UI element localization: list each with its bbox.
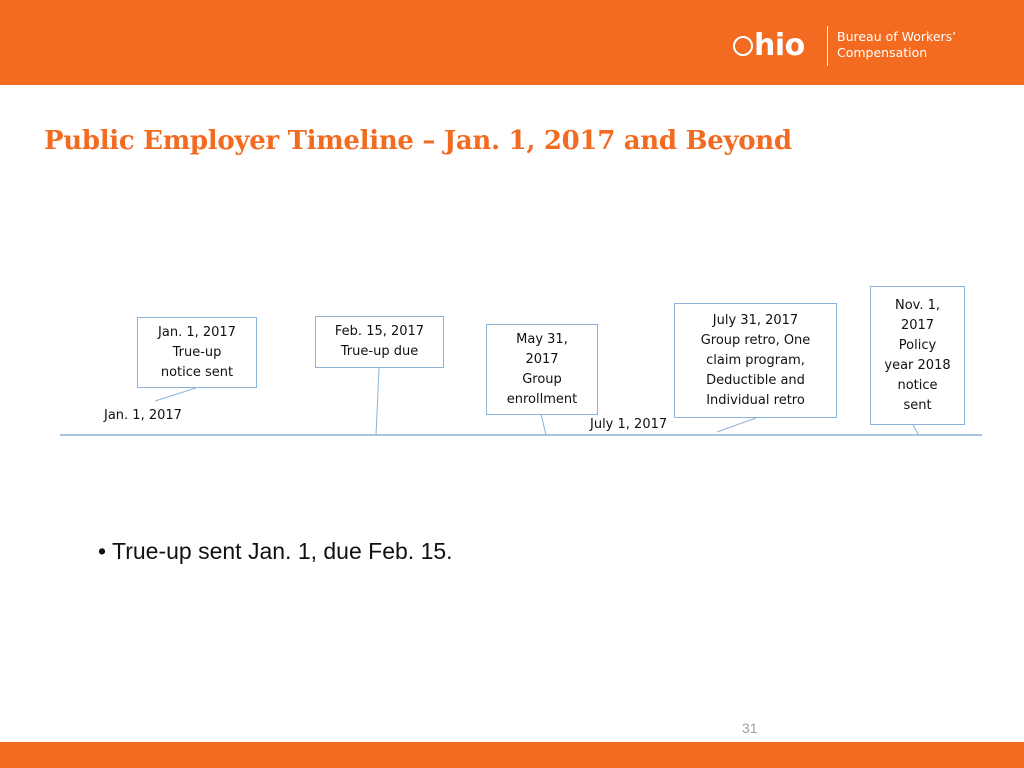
logo-org-line1: Bureau of Workers’ <box>837 29 957 44</box>
event-box-1: Jan. 1, 2017 True-up notice sent <box>137 317 257 388</box>
event-box-2: Feb. 15, 2017 True-up due <box>315 316 444 368</box>
timeline-mid-label: July 1, 2017 <box>590 417 668 432</box>
slide-title: Public Employer Timeline – Jan. 1, 2017 and Beyond <box>44 126 792 156</box>
event-box-3: May 31, 2017 Group enrollment <box>486 324 598 415</box>
event-box-4: July 31, 2017 Group retro, One claim program, Deductible and Individual retro <box>674 303 837 418</box>
ohio-wordmark-text: hio <box>754 28 805 63</box>
event-connector-1 <box>155 388 196 401</box>
event-box-5: Nov. 1, 2017 Policy year 2018 notice sent <box>870 286 965 425</box>
event-connector-4 <box>717 418 756 432</box>
logo-org-line2: Compensation <box>837 45 928 60</box>
timeline-start-label: Jan. 1, 2017 <box>104 408 182 423</box>
page-number: 31 <box>742 720 758 736</box>
event-connector-5 <box>913 425 918 434</box>
bullet-point: • True-up sent Jan. 1, due Feb. 15. <box>98 538 453 564</box>
event-connector-2 <box>376 368 379 435</box>
event-connector-3 <box>541 414 546 435</box>
footer-bar <box>0 742 1024 768</box>
